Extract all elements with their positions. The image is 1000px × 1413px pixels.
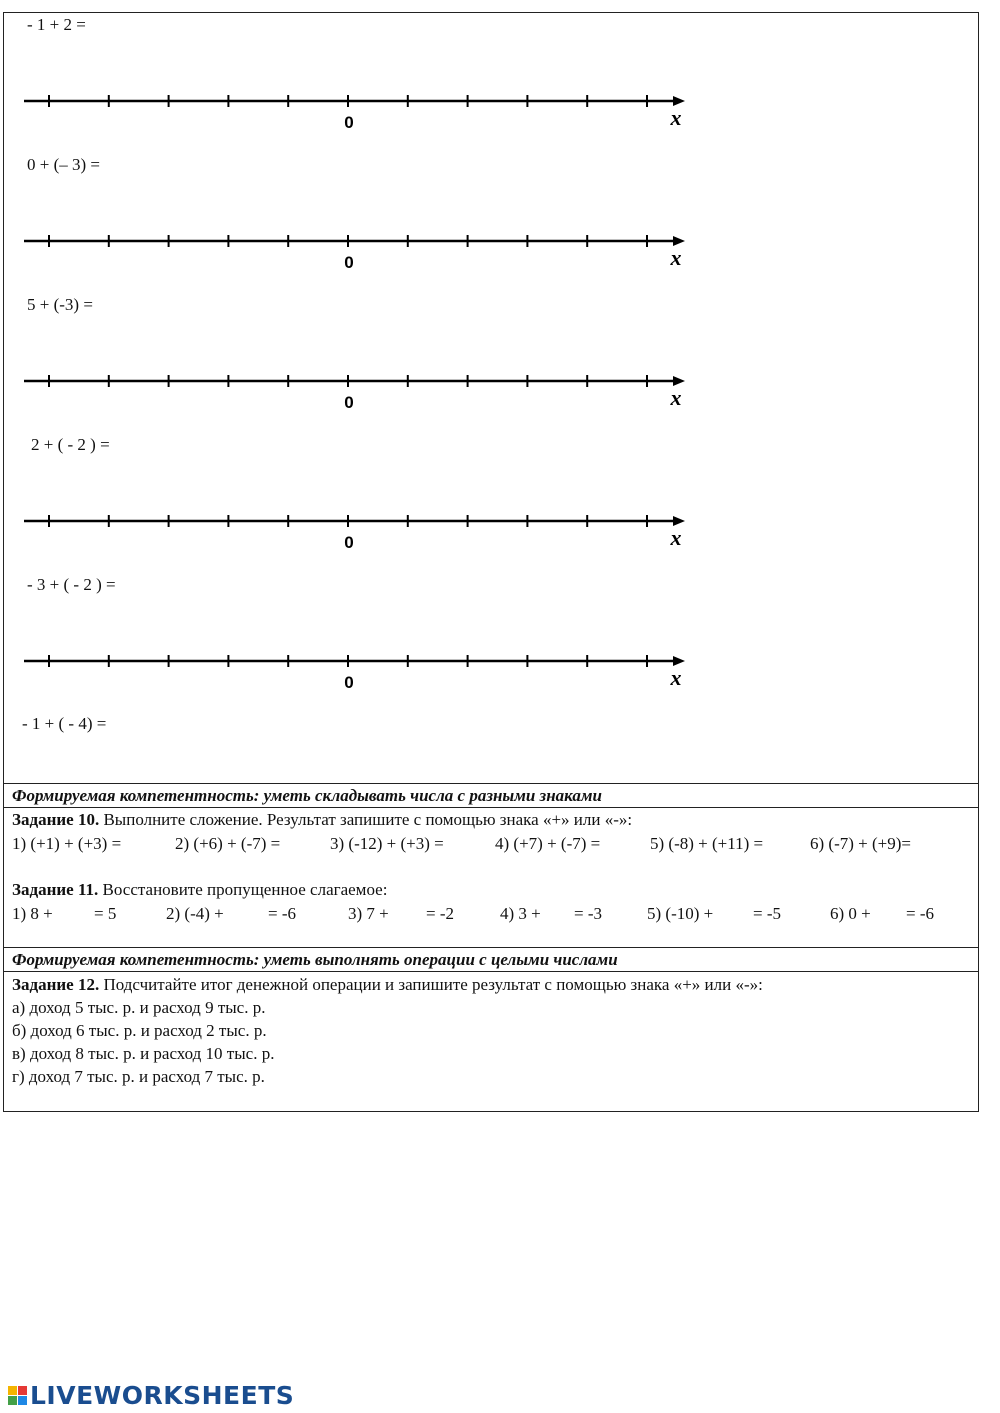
competence-title-2: Формируемая компетентность: уметь выполнять операции с целыми числами	[12, 950, 618, 969]
task10-text: Выполните сложение. Результат запишите с помощью знака «+» или «-»:	[103, 810, 633, 829]
axis-x-label: x	[670, 245, 682, 270]
exercise-4: 2 + ( - 2 ) =	[31, 435, 110, 454]
task10-item-3: 3) (-12) + (+3) =	[330, 834, 444, 853]
task11-title: Задание 11.	[12, 880, 99, 899]
axis-x-label: x	[670, 525, 682, 550]
task12-heading	[12, 975, 763, 995]
task10-item-6: 6) (-7) + (+9)=	[810, 834, 911, 853]
task11-item-5-left: 5) (-10) +	[647, 904, 714, 923]
exercise-5: - 3 + ( - 2 ) =	[27, 575, 116, 594]
task10-title: Задание 10.	[12, 810, 100, 829]
task11-item-1-right: = 5	[94, 904, 117, 923]
task10-heading	[12, 810, 632, 830]
number-line-svg	[22, 370, 692, 410]
task12-item-d: г) доход 7 тыс. р. и расход 7 тыс. р.	[12, 1067, 265, 1086]
axis-x-label: x	[670, 385, 682, 410]
logo-block	[8, 1386, 17, 1395]
number-line-5	[22, 650, 692, 690]
axis-x-label: x	[670, 665, 682, 690]
logo-block	[8, 1396, 17, 1405]
task11-item-4-left: 4) 3 +	[500, 904, 541, 923]
task11-item-3-right: = -2	[426, 904, 454, 923]
task10-item-1: 1) (+1) + (+3) =	[12, 834, 122, 853]
task12-item-b: б) доход 6 тыс. р. и расход 2 тыс. р.	[12, 1021, 267, 1040]
competence-title-1: Формируемая компетентность: уметь складывать числа с разными знаками	[12, 786, 602, 805]
task12-item-a: а) доход 5 тыс. р. и расход 9 тыс. р.	[12, 998, 266, 1017]
zero-label: 0	[344, 533, 354, 550]
task11-heading	[12, 880, 387, 900]
task11-item-4-right: = -3	[574, 904, 602, 923]
logo-text: LIVEWORKSHEETS	[30, 1380, 295, 1410]
number-line-1	[22, 90, 692, 130]
number-line-svg	[22, 90, 692, 130]
number-line-3	[22, 370, 692, 410]
task11-item-2-left: 2) (-4) +	[166, 904, 224, 923]
task11-item-6-left: 6) 0 +	[830, 904, 871, 923]
task11-item-1-left: 1) 8 +	[12, 904, 53, 923]
task11-text: Восстановите пропущенное слагаемое:	[102, 880, 388, 899]
task11-item-6-right: = -6	[906, 904, 934, 923]
exercise-6: - 1 + ( - 4) =	[22, 714, 107, 733]
number-line-svg	[22, 650, 692, 690]
number-line-2	[22, 230, 692, 270]
exercise-2: 0 + (– 3) =	[27, 155, 100, 174]
zero-label: 0	[344, 393, 354, 410]
number-line-svg	[22, 230, 692, 270]
zero-label: 0	[344, 673, 354, 690]
zero-label: 0	[344, 113, 354, 130]
task11-item-5-right: = -5	[753, 904, 781, 923]
task10-item-2: 2) (+6) + (-7) =	[175, 834, 281, 853]
task10-item-5: 5) (-8) + (+11) =	[650, 834, 764, 853]
liveworksheets-logo[interactable]	[8, 1380, 294, 1410]
logo-blocks-icon	[8, 1386, 27, 1405]
task11-item-3-left: 3) 7 +	[348, 904, 389, 923]
task12-text: Подсчитайте итог денежной операции и запишите результат с помощью знака «+» или «-»:	[103, 975, 763, 994]
task11-item-2-right: = -6	[268, 904, 296, 923]
number-line-svg	[22, 510, 692, 550]
task10-item-4: 4) (+7) + (-7) =	[495, 834, 601, 853]
exercise-3: 5 + (-3) =	[27, 295, 93, 314]
axis-x-label: x	[670, 105, 682, 130]
logo-block	[18, 1386, 27, 1395]
number-line-4	[22, 510, 692, 550]
task12-title: Задание 12.	[12, 975, 100, 994]
zero-label: 0	[344, 253, 354, 270]
logo-block	[18, 1396, 27, 1405]
exercise-1: - 1 + 2 =	[27, 15, 86, 34]
task12-item-c: в) доход 8 тыс. р. и расход 10 тыс. р.	[12, 1044, 275, 1063]
